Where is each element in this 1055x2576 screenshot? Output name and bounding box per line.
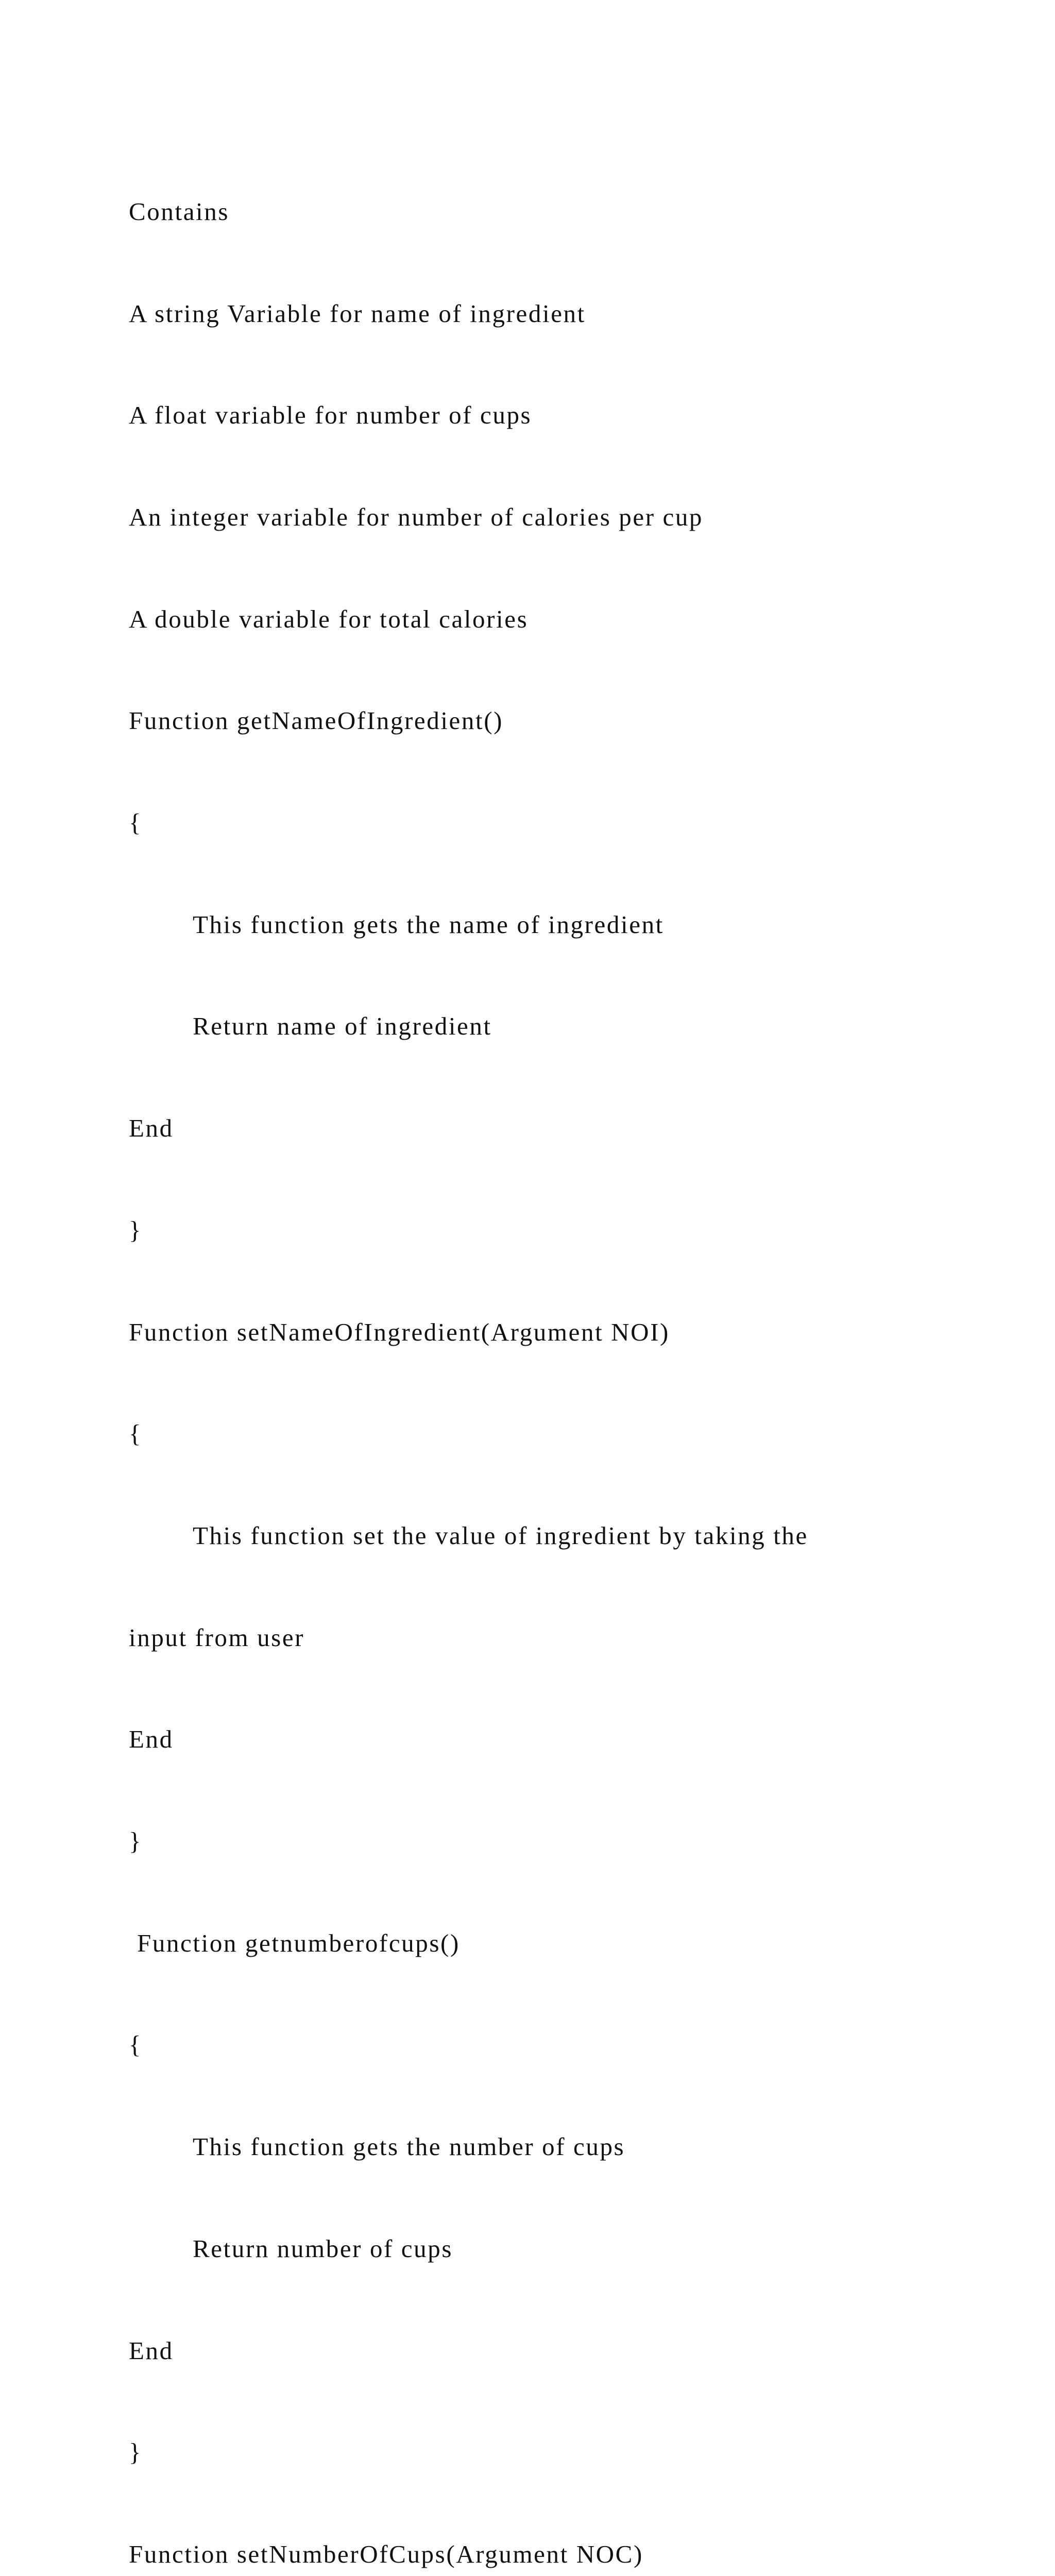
close-brace: } xyxy=(129,1827,143,1856)
text-line: An integer variable for number of calories per cup xyxy=(129,502,704,531)
close-brace: } xyxy=(129,1215,143,1244)
text-line: A double variable for total calories xyxy=(129,604,529,633)
end-keyword: End xyxy=(129,2336,174,2365)
open-brace: { xyxy=(129,1419,143,1448)
function-body-line: This function set the value of ingredient by taking the xyxy=(193,1521,808,1550)
function-body-line: This function gets the name of ingredient xyxy=(193,910,664,939)
open-brace: { xyxy=(129,808,143,837)
function-body-line-wrap: input from user xyxy=(129,1623,305,1652)
open-brace: { xyxy=(129,2030,143,2059)
function-header: Function getnumberofcups() xyxy=(137,1928,460,1957)
end-keyword: End xyxy=(129,1725,174,1754)
text-line: Contains xyxy=(129,197,230,226)
close-brace: } xyxy=(129,2438,143,2467)
text-line: A string Variable for name of ingredient xyxy=(129,299,586,328)
document-body xyxy=(129,127,953,2576)
function-header: Function getNameOfIngredient() xyxy=(129,706,504,735)
function-body-line: Return number of cups xyxy=(193,2234,453,2263)
text-line: A float variable for number of cups xyxy=(129,401,532,430)
function-header: Function setNameOfIngredient(Argument NOI) xyxy=(129,1317,670,1346)
function-body-line: Return name of ingredient xyxy=(193,1012,492,1041)
function-body-line: This function gets the number of cups xyxy=(193,2132,625,2161)
end-keyword: End xyxy=(129,1114,174,1143)
function-header: Function setNumberOfCups(Argument NOC) xyxy=(129,2539,643,2568)
